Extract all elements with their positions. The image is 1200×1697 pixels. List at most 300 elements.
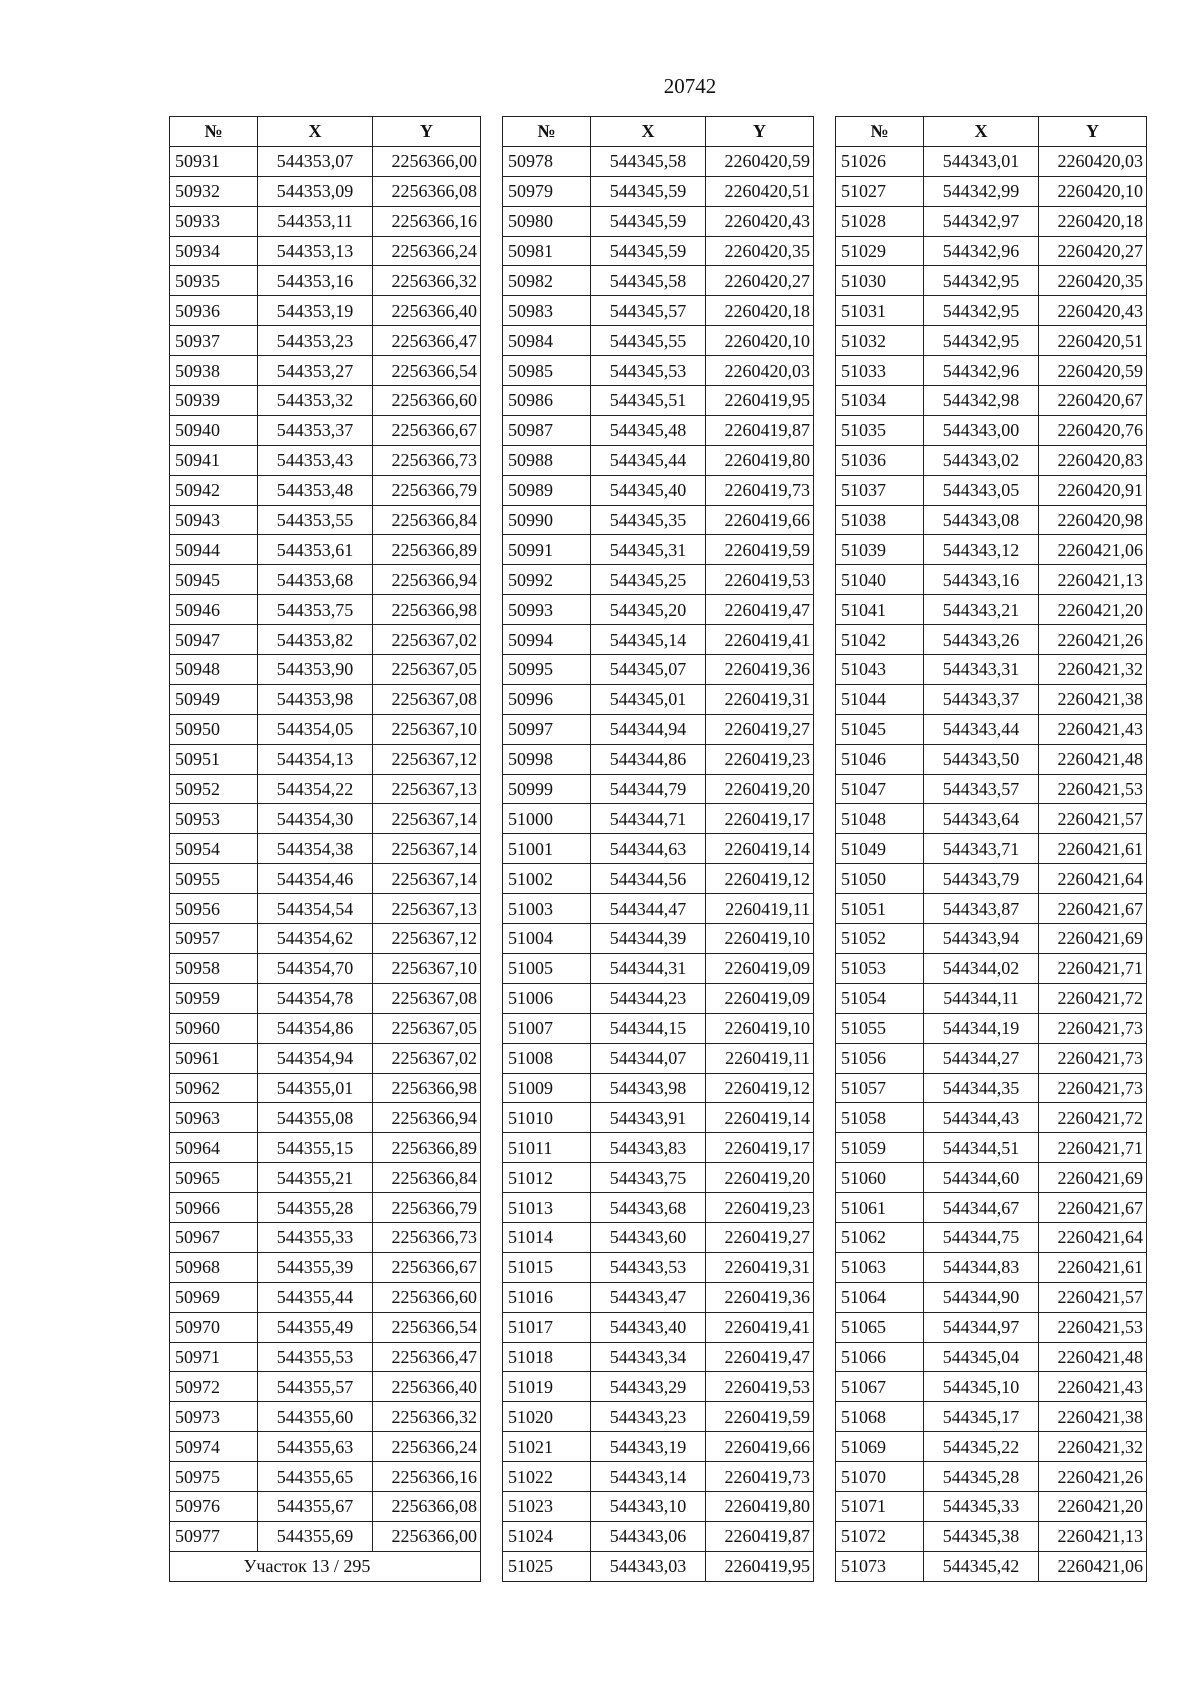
point-number-cell: 51073 [836,1551,924,1581]
x-coordinate-cell: 544353,43 [258,445,373,475]
y-coordinate-cell: 2256366,94 [373,565,481,595]
table-row [836,1073,1147,1103]
x-coordinate-cell: 544343,75 [591,1163,706,1193]
point-number-cell: 50998 [503,744,591,774]
x-coordinate-cell: 544343,37 [924,684,1039,714]
point-number-cell: 50980 [503,206,591,236]
table-row [503,834,814,864]
y-coordinate-cell: 2256366,08 [373,176,481,206]
x-coordinate-cell: 544345,38 [924,1521,1039,1551]
y-coordinate-cell: 2256366,89 [373,1133,481,1163]
y-coordinate-cell: 2260421,61 [1039,1252,1147,1282]
point-number-cell: 51053 [836,953,924,983]
table-row [836,1312,1147,1342]
table-row [170,625,481,655]
y-coordinate-cell: 2256366,32 [373,266,481,296]
table-row [503,894,814,924]
point-number-cell: 50982 [503,266,591,296]
table-row [836,1402,1147,1432]
y-coordinate-cell: 2260419,27 [706,1222,814,1252]
point-number-cell: 50992 [503,565,591,595]
y-coordinate-cell: 2256366,00 [373,146,481,176]
x-coordinate-cell: 544343,79 [924,864,1039,894]
point-number-cell: 50947 [170,625,258,655]
table-row [170,386,481,416]
point-number-cell: 51037 [836,475,924,505]
y-coordinate-cell: 2260419,66 [706,1432,814,1462]
header-num: № [503,117,591,147]
point-number-cell: 50971 [170,1342,258,1372]
x-coordinate-cell: 544343,83 [591,1133,706,1163]
header-x: X [924,117,1039,147]
y-coordinate-cell: 2260419,31 [706,684,814,714]
point-number-cell: 50983 [503,296,591,326]
table-row [503,266,814,296]
x-coordinate-cell: 544355,65 [258,1462,373,1492]
x-coordinate-cell: 544344,56 [591,864,706,894]
x-coordinate-cell: 544345,58 [591,266,706,296]
point-number-cell: 51005 [503,953,591,983]
x-coordinate-cell: 544344,90 [924,1282,1039,1312]
y-coordinate-cell: 2256366,67 [373,415,481,445]
table-row [503,356,814,386]
point-number-cell: 50933 [170,206,258,236]
x-coordinate-cell: 544343,87 [924,894,1039,924]
point-number-cell: 50952 [170,774,258,804]
x-coordinate-cell: 544354,30 [258,804,373,834]
point-number-cell: 51000 [503,804,591,834]
point-number-cell: 51028 [836,206,924,236]
table-row [170,326,481,356]
x-coordinate-cell: 544344,83 [924,1252,1039,1282]
point-number-cell: 51055 [836,1013,924,1043]
table-row [170,1163,481,1193]
point-number-cell: 51001 [503,834,591,864]
table-row [170,146,481,176]
x-coordinate-cell: 544344,47 [591,894,706,924]
y-coordinate-cell: 2260421,57 [1039,1282,1147,1312]
point-number-cell: 50936 [170,296,258,326]
y-coordinate-cell: 2260421,38 [1039,1402,1147,1432]
y-coordinate-cell: 2260420,35 [1039,266,1147,296]
point-number-cell: 50955 [170,864,258,894]
point-number-cell: 50941 [170,445,258,475]
y-coordinate-cell: 2256366,40 [373,1372,481,1402]
point-number-cell: 51041 [836,595,924,625]
x-coordinate-cell: 544345,33 [924,1491,1039,1521]
table-row [170,684,481,714]
point-number-cell: 50961 [170,1043,258,1073]
table-row [170,714,481,744]
x-coordinate-cell: 544345,58 [591,146,706,176]
point-number-cell: 50950 [170,714,258,744]
table-row [836,1372,1147,1402]
table-row [170,834,481,864]
x-coordinate-cell: 544344,63 [591,834,706,864]
y-coordinate-cell: 2260420,18 [1039,206,1147,236]
point-number-cell: 51034 [836,386,924,416]
table-row [836,1013,1147,1043]
y-coordinate-cell: 2260419,27 [706,714,814,744]
y-coordinate-cell: 2260419,53 [706,565,814,595]
table-row [503,1491,814,1521]
point-number-cell: 51002 [503,864,591,894]
table-row [836,505,1147,535]
y-coordinate-cell: 2260421,32 [1039,655,1147,685]
x-coordinate-cell: 544345,59 [591,176,706,206]
y-coordinate-cell: 2256366,84 [373,1163,481,1193]
y-coordinate-cell: 2260419,73 [706,475,814,505]
x-coordinate-cell: 544353,48 [258,475,373,505]
point-number-cell: 51032 [836,326,924,356]
x-coordinate-cell: 544355,28 [258,1193,373,1223]
point-number-cell: 50979 [503,176,591,206]
header-x: X [591,117,706,147]
x-coordinate-cell: 544342,96 [924,356,1039,386]
point-number-cell: 51069 [836,1432,924,1462]
y-coordinate-cell: 2260420,67 [1039,386,1147,416]
point-number-cell: 50946 [170,595,258,625]
x-coordinate-cell: 544345,10 [924,1372,1039,1402]
y-coordinate-cell: 2260421,69 [1039,1163,1147,1193]
table-row [836,1103,1147,1133]
x-coordinate-cell: 544345,01 [591,684,706,714]
table-row [836,1521,1147,1551]
y-coordinate-cell: 2260420,51 [706,176,814,206]
y-coordinate-cell: 2260419,10 [706,1013,814,1043]
y-coordinate-cell: 2260419,95 [706,1551,814,1581]
x-coordinate-cell: 544343,16 [924,565,1039,595]
y-coordinate-cell: 2260419,87 [706,1521,814,1551]
y-coordinate-cell: 2260421,32 [1039,1432,1147,1462]
y-coordinate-cell: 2256367,12 [373,924,481,954]
table-row [836,714,1147,744]
y-coordinate-cell: 2260421,13 [1039,565,1147,595]
x-coordinate-cell: 544343,14 [591,1462,706,1492]
table-row [503,565,814,595]
y-coordinate-cell: 2260421,13 [1039,1521,1147,1551]
y-coordinate-cell: 2256366,60 [373,386,481,416]
x-coordinate-cell: 544343,02 [924,445,1039,475]
y-coordinate-cell: 2260419,12 [706,1073,814,1103]
y-coordinate-cell: 2260421,72 [1039,983,1147,1013]
y-coordinate-cell: 2260419,11 [706,894,814,924]
y-coordinate-cell: 2260419,47 [706,1342,814,1372]
table-row [836,296,1147,326]
y-coordinate-cell: 2260421,71 [1039,953,1147,983]
table-row [170,1372,481,1402]
y-coordinate-cell: 2256366,79 [373,1193,481,1223]
table-header-row [503,117,814,147]
x-coordinate-cell: 544353,82 [258,625,373,655]
point-number-cell: 51020 [503,1402,591,1432]
point-number-cell: 51016 [503,1282,591,1312]
y-coordinate-cell: 2256366,47 [373,326,481,356]
x-coordinate-cell: 544342,99 [924,176,1039,206]
table-row [836,864,1147,894]
table-row [503,1163,814,1193]
header-num: № [170,117,258,147]
table-row [503,146,814,176]
table-row [503,1342,814,1372]
point-number-cell: 50990 [503,505,591,535]
x-coordinate-cell: 544355,63 [258,1432,373,1462]
point-number-cell: 50931 [170,146,258,176]
point-number-cell: 50988 [503,445,591,475]
point-number-cell: 50972 [170,1372,258,1402]
x-coordinate-cell: 544355,69 [258,1521,373,1551]
table-row [503,1432,814,1462]
x-coordinate-cell: 544343,05 [924,475,1039,505]
y-coordinate-cell: 2260421,43 [1039,1372,1147,1402]
x-coordinate-cell: 544354,05 [258,714,373,744]
point-number-cell: 51018 [503,1342,591,1372]
table-row [170,804,481,834]
y-coordinate-cell: 2260420,03 [1039,146,1147,176]
table-row [836,206,1147,236]
table-row [836,415,1147,445]
point-number-cell: 51072 [836,1521,924,1551]
x-coordinate-cell: 544343,40 [591,1312,706,1342]
x-coordinate-cell: 544343,06 [591,1521,706,1551]
y-coordinate-cell: 2256366,73 [373,1222,481,1252]
x-coordinate-cell: 544353,61 [258,535,373,565]
table-row [836,146,1147,176]
x-coordinate-cell: 544342,97 [924,206,1039,236]
x-coordinate-cell: 544344,15 [591,1013,706,1043]
y-coordinate-cell: 2260420,10 [706,326,814,356]
point-number-cell: 51060 [836,1163,924,1193]
x-coordinate-cell: 544343,29 [591,1372,706,1402]
table-row [836,983,1147,1013]
point-number-cell: 50981 [503,236,591,266]
table-row [170,1462,481,1492]
y-coordinate-cell: 2260419,14 [706,834,814,864]
table-row [836,684,1147,714]
coordinates-table-3 [835,116,1147,1582]
section-label-row [170,1551,481,1581]
x-coordinate-cell: 544344,31 [591,953,706,983]
x-coordinate-cell: 544353,09 [258,176,373,206]
x-coordinate-cell: 544355,67 [258,1491,373,1521]
y-coordinate-cell: 2260420,51 [1039,326,1147,356]
point-number-cell: 51045 [836,714,924,744]
x-coordinate-cell: 544343,44 [924,714,1039,744]
y-coordinate-cell: 2256366,40 [373,296,481,326]
table-header-row [170,117,481,147]
x-coordinate-cell: 544344,71 [591,804,706,834]
y-coordinate-cell: 2260421,38 [1039,684,1147,714]
table-row [503,206,814,236]
x-coordinate-cell: 544343,12 [924,535,1039,565]
table-row [503,176,814,206]
y-coordinate-cell: 2256367,10 [373,953,481,983]
y-coordinate-cell: 2256367,05 [373,1013,481,1043]
x-coordinate-cell: 544343,19 [591,1432,706,1462]
x-coordinate-cell: 544353,11 [258,206,373,236]
x-coordinate-cell: 544355,53 [258,1342,373,1372]
y-coordinate-cell: 2260419,80 [706,445,814,475]
table-row [836,924,1147,954]
table-row [170,1402,481,1432]
y-coordinate-cell: 2260421,71 [1039,1133,1147,1163]
y-coordinate-cell: 2256366,60 [373,1282,481,1312]
point-number-cell: 51057 [836,1073,924,1103]
y-coordinate-cell: 2260419,12 [706,864,814,894]
point-number-cell: 50954 [170,834,258,864]
table-row [503,804,814,834]
x-coordinate-cell: 544343,64 [924,804,1039,834]
table-row [503,475,814,505]
point-number-cell: 51008 [503,1043,591,1073]
point-number-cell: 50935 [170,266,258,296]
y-coordinate-cell: 2256366,24 [373,236,481,266]
point-number-cell: 51007 [503,1013,591,1043]
table-row [836,1222,1147,1252]
x-coordinate-cell: 544355,33 [258,1222,373,1252]
table-row [836,804,1147,834]
x-coordinate-cell: 544355,39 [258,1252,373,1282]
point-number-cell: 51050 [836,864,924,894]
x-coordinate-cell: 544344,39 [591,924,706,954]
y-coordinate-cell: 2260420,27 [1039,236,1147,266]
x-coordinate-cell: 544353,75 [258,595,373,625]
table-row [836,475,1147,505]
table-row [503,774,814,804]
y-coordinate-cell: 2260421,67 [1039,894,1147,924]
y-coordinate-cell: 2260421,20 [1039,595,1147,625]
point-number-cell: 51063 [836,1252,924,1282]
point-number-cell: 51025 [503,1551,591,1581]
point-number-cell: 51011 [503,1133,591,1163]
y-coordinate-cell: 2260421,26 [1039,625,1147,655]
x-coordinate-cell: 544343,31 [924,655,1039,685]
table-row [503,505,814,535]
x-coordinate-cell: 544354,94 [258,1043,373,1073]
x-coordinate-cell: 544345,53 [591,356,706,386]
point-number-cell: 51038 [836,505,924,535]
y-coordinate-cell: 2260419,10 [706,924,814,954]
table-row [503,1193,814,1223]
x-coordinate-cell: 544354,46 [258,864,373,894]
header-y: Y [1039,117,1147,147]
y-coordinate-cell: 2260421,64 [1039,1222,1147,1252]
x-coordinate-cell: 544345,40 [591,475,706,505]
x-coordinate-cell: 544345,07 [591,655,706,685]
x-coordinate-cell: 544345,35 [591,505,706,535]
y-coordinate-cell: 2260420,18 [706,296,814,326]
point-number-cell: 51014 [503,1222,591,1252]
x-coordinate-cell: 544343,00 [924,415,1039,445]
point-number-cell: 51061 [836,1193,924,1223]
y-coordinate-cell: 2260419,41 [706,625,814,655]
point-number-cell: 50932 [170,176,258,206]
y-coordinate-cell: 2260421,57 [1039,804,1147,834]
table-row [503,1013,814,1043]
point-number-cell: 50974 [170,1432,258,1462]
point-number-cell: 50943 [170,505,258,535]
table-row [503,386,814,416]
point-number-cell: 51035 [836,415,924,445]
table-row [170,1342,481,1372]
point-number-cell: 51054 [836,983,924,1013]
y-coordinate-cell: 2256366,67 [373,1252,481,1282]
section-label: Участок 13 / 295 [170,1551,481,1581]
x-coordinate-cell: 544343,47 [591,1282,706,1312]
x-coordinate-cell: 544355,01 [258,1073,373,1103]
point-number-cell: 50989 [503,475,591,505]
point-number-cell: 50987 [503,415,591,445]
point-number-cell: 51026 [836,146,924,176]
point-number-cell: 51048 [836,804,924,834]
table-row [170,1521,481,1551]
point-number-cell: 50986 [503,386,591,416]
x-coordinate-cell: 544353,23 [258,326,373,356]
table-row [503,684,814,714]
point-number-cell: 51024 [503,1521,591,1551]
table-row [836,386,1147,416]
table-row [170,1432,481,1462]
point-number-cell: 50959 [170,983,258,1013]
table-row [836,266,1147,296]
point-number-cell: 51033 [836,356,924,386]
point-number-cell: 51023 [503,1491,591,1521]
table-row [836,953,1147,983]
y-coordinate-cell: 2260420,43 [706,206,814,236]
table-row [836,1551,1147,1581]
x-coordinate-cell: 544343,94 [924,924,1039,954]
y-coordinate-cell: 2260419,53 [706,1372,814,1402]
x-coordinate-cell: 544344,23 [591,983,706,1013]
x-coordinate-cell: 544344,43 [924,1103,1039,1133]
x-coordinate-cell: 544345,57 [591,296,706,326]
table-row [170,894,481,924]
x-coordinate-cell: 544353,07 [258,146,373,176]
x-coordinate-cell: 544353,13 [258,236,373,266]
x-coordinate-cell: 544354,62 [258,924,373,954]
header-num: № [836,117,924,147]
x-coordinate-cell: 544344,11 [924,983,1039,1013]
y-coordinate-cell: 2260421,48 [1039,1342,1147,1372]
point-number-cell: 51064 [836,1282,924,1312]
y-coordinate-cell: 2256366,89 [373,535,481,565]
table-row [503,714,814,744]
x-coordinate-cell: 544344,35 [924,1073,1039,1103]
table-row [836,1432,1147,1462]
table-row [170,475,481,505]
y-coordinate-cell: 2260419,20 [706,1163,814,1193]
table-row [836,774,1147,804]
y-coordinate-cell: 2256366,00 [373,1521,481,1551]
x-coordinate-cell: 544343,34 [591,1342,706,1372]
point-number-cell: 50973 [170,1402,258,1432]
point-number-cell: 51068 [836,1402,924,1432]
x-coordinate-cell: 544354,70 [258,953,373,983]
table-row [170,206,481,236]
x-coordinate-cell: 544345,14 [591,625,706,655]
point-number-cell: 50962 [170,1073,258,1103]
point-number-cell: 51070 [836,1462,924,1492]
x-coordinate-cell: 544343,57 [924,774,1039,804]
x-coordinate-cell: 544355,08 [258,1103,373,1133]
table-row [503,415,814,445]
y-coordinate-cell: 2260421,06 [1039,535,1147,565]
y-coordinate-cell: 2260419,47 [706,595,814,625]
x-coordinate-cell: 544353,68 [258,565,373,595]
point-number-cell: 51042 [836,625,924,655]
header-x: X [258,117,373,147]
table-row [170,176,481,206]
